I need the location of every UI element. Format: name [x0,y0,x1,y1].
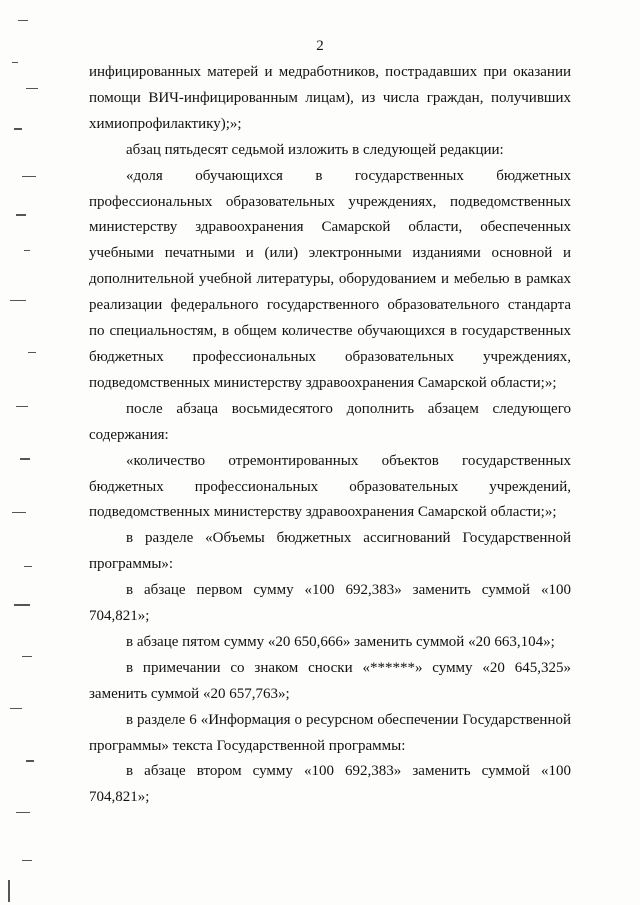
page-number: 2 [316,38,324,54]
paragraph: в разделе 6 «Информация о ресурсном обеспечении Государственной программы» текста Государственной программы: [89,711,571,754]
document-body [89,60,571,811]
paragraph: в разделе «Объемы бюджетных ассигнований Государственной программы»: [89,530,571,573]
paragraph: инфицированных матерей и медработников, пострадавших при оказании помощи ВИЧ-инфицированным лицам), из числа граждан, получивших химиопрофилактику);»; [89,64,571,132]
paragraph: в абзаце пятом сумму «20 650,666» заменить суммой «20 663,104»; [126,633,555,650]
paragraph: «количество отремонтированных объектов государственных бюджетных профессиональных образовательных учреждений, подведомственных министерству здравоохранения Самарской области;»; [89,452,571,521]
paragraph: в абзаце втором сумму «100 692,383» заменить суммой «100 704,821»; [89,763,571,806]
paragraph: «доля обучающихся в государственных бюджетных профессиональных образовательных учреждениях, подведомственных министерству здравоохранения Самарской области, обеспеченных учебными печатными и (или) электронными изданиями основной и дополнительной учебной литературы, оборудованием и мебелью в рамках реализации федерального государственного образовательного стандарта по специальностям, в общем количестве обучающихся в государственных бюджетных профессиональных образовательных учреждениях, подведомственных министерству здравоохранения Самарской области;»; [89,167,571,391]
paragraph: абзац пятьдесят седьмой изложить в следующей редакции: [126,141,504,158]
paragraph: в примечании со знаком сноски «******» сумму «20 645,325» заменить суммой «20 657,763»; [89,659,571,702]
paragraph: после абзаца восьмидесятого дополнить абзацем следующего содержания: [89,400,571,443]
paragraph: в абзаце первом сумму «100 692,383» заменить суммой «100 704,821»; [89,582,571,625]
scan-margin-noise [4,0,64,905]
